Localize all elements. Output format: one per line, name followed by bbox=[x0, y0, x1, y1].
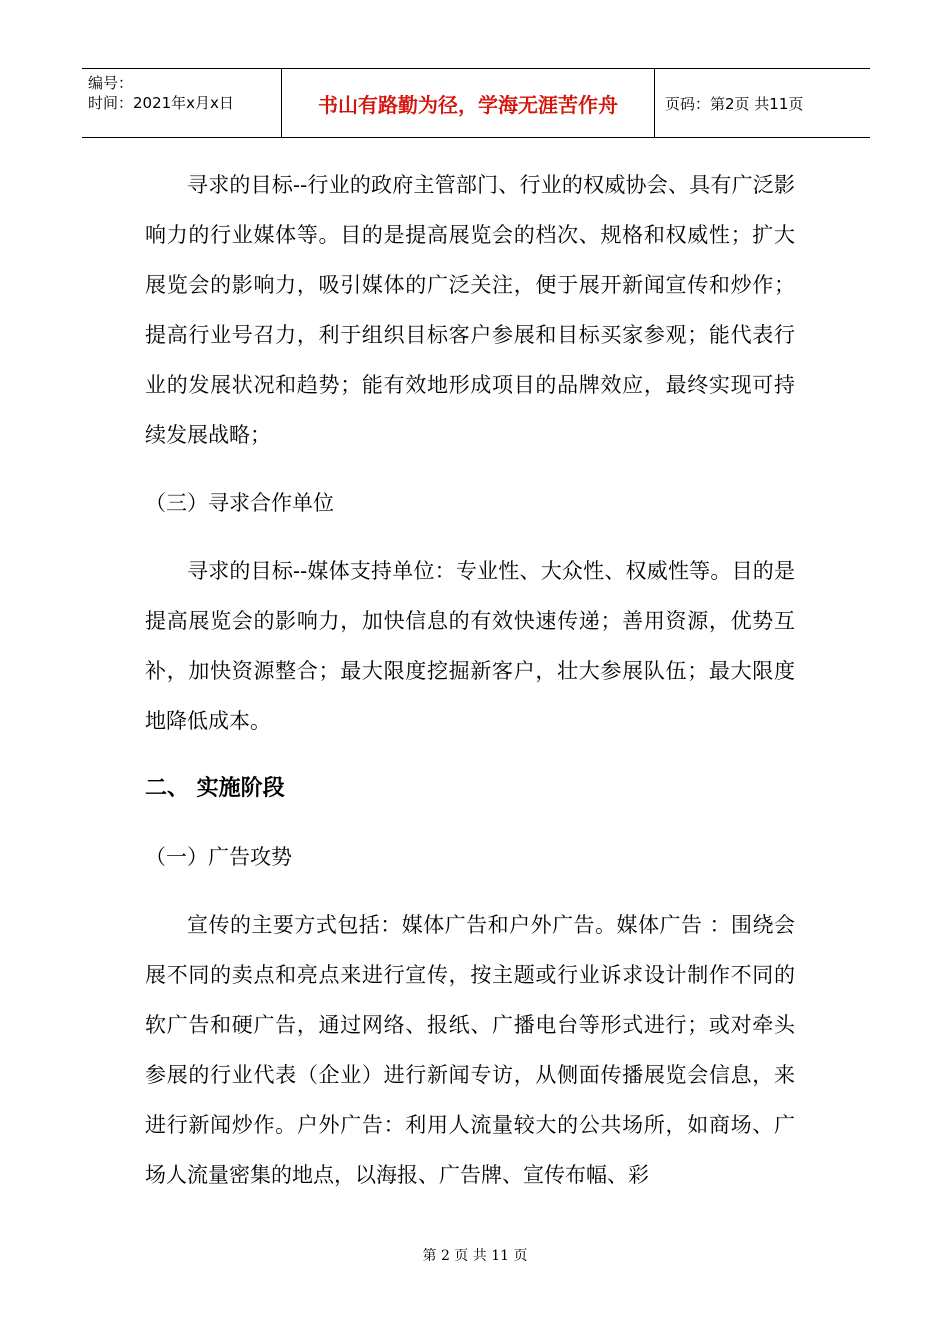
subheading-3: （三）寻求合作单位 bbox=[145, 491, 334, 515]
document-body bbox=[145, 160, 795, 1200]
section-heading-2: 二、 实施阶段 bbox=[145, 776, 285, 801]
page-footer: 第 2 页 共 11 页 bbox=[422, 1248, 528, 1264]
paragraph-1: 寻求的目标--行业的政府主管部门、行业的权威协会、具有广泛影响力的行业媒体等。目的是提高展览会的档次、规格和权威性；扩大展览会的影响力，吸引媒体的广泛关注，便于展开新闻宣传和炒作；提高行业号召力，利于组织目标客户参展和目标买家参观；能代表行业的发展状况和趋势；能有效地形成项目的品牌效应，最终实现可持续发展战略； bbox=[145, 173, 795, 447]
subheading-1: （一）广告攻势 bbox=[145, 845, 292, 869]
number-label: 编号： bbox=[88, 74, 134, 92]
time-label: 时间：2021年x月x日 bbox=[88, 94, 234, 112]
header-table bbox=[82, 68, 870, 138]
header-page-info: 页码：第2页 共11页 bbox=[665, 94, 804, 113]
header-motto: 书山有路勤为径，学海无涯苦作舟 bbox=[282, 69, 655, 137]
paragraph-3: 宣传的主要方式包括：媒体广告和户外广告。媒体广告 ：围绕会展不同的卖点和亮点来进行宣传，按主题或行业诉求设计制作不同的软广告和硬广告，通过网络、报纸、广播电台等形式进行；或对牵头参展的行业代表（企业）进行新闻专访，从侧面传播展览会信息，来进行新闻炒作。户外广告：利用人流量较大的公共场所，如商场、广场人流量密集的地点，以海报、广告牌、宣传布幅、彩 bbox=[145, 913, 795, 1187]
paragraph-2: 寻求的目标--媒体支持单位：专业性、大众性、权威性等。目的是提高展览会的影响力，加快信息的有效快速传递；善用资源，优势互补，加快资源整合；最大限度挖掘新客户，壮大参展队伍；最大限度地降低成本。 bbox=[145, 559, 795, 733]
header-meta bbox=[82, 69, 282, 137]
